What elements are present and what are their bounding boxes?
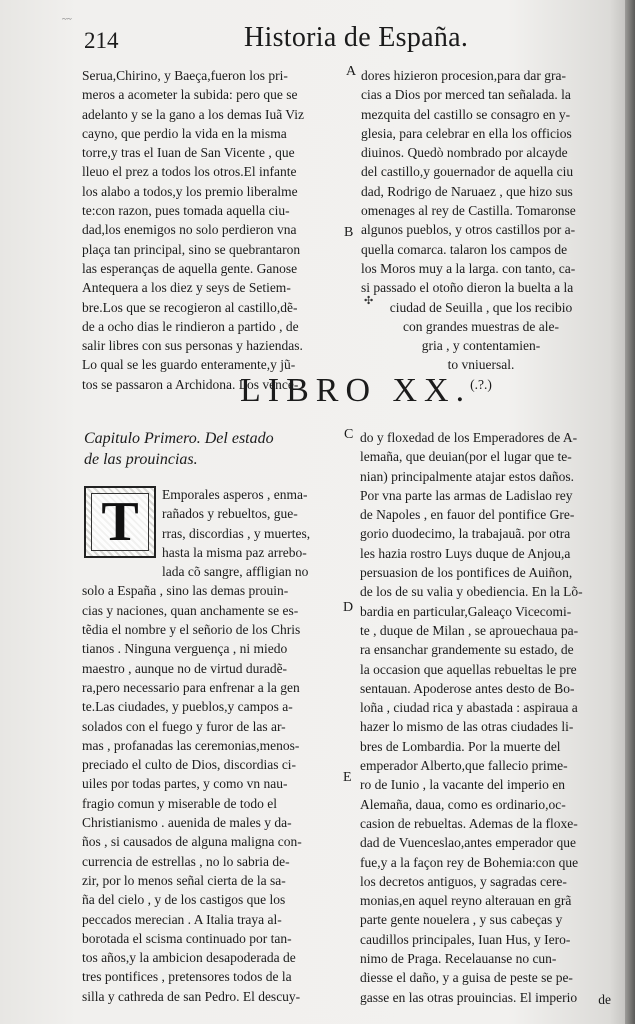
top-left-column-line: Antequera a los diez y seys de Setiem-: [82, 280, 291, 296]
bottom-left-column: [82, 485, 342, 1006]
bottom-left-column-line: Christianismo . auenida de males y da-: [82, 815, 292, 831]
top-right-column-line: si passado el otoño dieron la buelta a la: [361, 280, 574, 296]
bottom-left-column-line: maestro , aunque no de virtud duradẽ-: [82, 660, 288, 676]
bottom-left-column-line: zir, por lo menos señal cierta de la sa-: [82, 872, 286, 888]
top-left-column-line: te:con razon, pues tomada aquella ciu-: [82, 203, 290, 219]
bottom-right-column-line: de Napoles , en fauor del pontifice Gre-: [360, 507, 575, 523]
top-right-column-line: quella comarca. talaron los campos de: [361, 241, 568, 257]
bottom-right-column-line: caudillos principales, Iuan Hus, y Iero-: [360, 931, 571, 947]
bottom-left-column-line: silla y cathreda de san Pedro. El descuy-: [82, 988, 301, 1004]
bottom-left-column-line: fragio comun y miserable de todo el: [82, 795, 277, 811]
bottom-right-column-line: gasse en las otras prouincias. El imperio: [360, 989, 578, 1005]
bottom-right-column-line: do y floxedad de los Emperadores de A-: [360, 430, 578, 445]
bottom-left-column-line: ños , si causados de alguna maligna con-: [82, 834, 302, 850]
running-head: [84, 22, 479, 56]
running-title: Historia de España.: [244, 22, 469, 53]
bottom-left-column-line: Emporales asperos , enma-: [162, 487, 308, 502]
bottom-left-column-line: borotada el scisma continuado por tan-: [82, 930, 292, 946]
bottom-right-column-line: de los de su valia y obediencia. En la Lõ-: [360, 584, 583, 600]
top-left-column-line: lleuo el prez a todos los otros.El infante: [82, 164, 297, 180]
bottom-right-column-line: diesse el daño, y a guisa de peste se pe-: [360, 970, 573, 986]
margin-marker-b: B: [344, 225, 354, 240]
margin-marker-d: D: [343, 600, 354, 615]
bottom-left-column-line: mas , profanadas las ceremonias,menos-: [82, 737, 300, 753]
ornament-icon: ✣: [364, 295, 374, 307]
bottom-right-column-line: lemaña, que deuian(por el lugar que te-: [360, 449, 572, 465]
bottom-right-column-line: sentauan. Apoderose antes desto de Bo-: [360, 680, 575, 696]
bottom-left-column-line: lada cõ sangre, affligian no: [162, 564, 309, 580]
bottom-left-column-line: te.Las ciudades, y pueblos,y campos a-: [82, 699, 293, 715]
chapter-heading-line: Capitulo Primero. Del estado: [84, 430, 274, 447]
top-right-column-line: dores hizieron procesion,para dar gra-: [361, 68, 567, 83]
top-right-column-line: to vniuersal.: [447, 357, 515, 373]
bottom-right-column-line: les hazia rostro Luys duque de Anjou,a: [360, 545, 571, 561]
top-right-column-line: glesia, para celebrar en ella los officios: [361, 125, 572, 141]
top-right-column-line: cias a Dios por merced tan señalada. la: [361, 87, 571, 103]
top-left-column-line: salir libres con sus personas y haziendas.: [82, 338, 303, 354]
top-left-column-line: tos se passaron a Archidona. Los vence-: [82, 376, 299, 392]
bottom-right-column-line: Por vna parte las armas de Ladislao rey: [360, 487, 573, 503]
page-number: 214: [84, 28, 119, 53]
bottom-right-column-line: loña , ciudad rica y abastada : aspiraua a: [360, 700, 578, 716]
bottom-left-column-line: peccados merecian . A Italia traya al-: [82, 911, 282, 927]
margin-marker-c: C: [344, 427, 354, 442]
bottom-right-column-line: los decretos antiguos, y sagradas cere-: [360, 873, 567, 889]
bottom-left-column-line: tres pontifices , pretensores todos de la: [82, 969, 292, 985]
top-left-column: [82, 66, 340, 394]
top-left-column-line: adelanto y se la gano a los demas Iuã Viz: [82, 106, 304, 122]
bottom-left-column-line: solo a España , sino las demas prouin-: [82, 583, 289, 599]
bottom-left-column-line: preciado el culto de Dios, discordias ci-: [82, 757, 297, 773]
bottom-right-column: [360, 428, 603, 1007]
bottom-left-column-line: hasta la misma paz arrebo-: [162, 544, 307, 560]
page-edge-shadow: [625, 0, 635, 1024]
bottom-right-column-line: bres de Lombardia. Por la muerte del: [360, 738, 561, 754]
bottom-left-column-line: rañados y rebueltos, gue-: [162, 506, 298, 522]
bottom-right-column-line: emperador Alberto,que fallecio prime-: [360, 758, 568, 774]
bottom-right-column-line: te , duque de Milan , se aprouechaua pa-: [360, 622, 579, 638]
bottom-right-column-line: bardia en particular,Galeaço Vicecomi-: [360, 603, 572, 619]
bottom-right-column-line: hazer lo mismo de las otras ciudades li-: [360, 719, 574, 735]
chapter-heading: [84, 428, 349, 470]
bottom-right-column-line: la occasion que aquellas rebueltas le pre: [360, 661, 577, 677]
bottom-right-column-line: gorio duodecimo, la trabajauã. por otra: [360, 526, 571, 542]
bottom-right-column-line: ro de Iunio , la vacante del imperio en: [360, 777, 566, 793]
top-right-column-line: algunos pueblos, y otros castillos por a-: [361, 222, 576, 238]
bottom-left-column-line: rras, discordias , y muertes,: [162, 525, 311, 541]
bottom-left-column-line: tẽdia el nombre y el señorio de los Chris: [82, 622, 301, 638]
margin-marker-a: A: [346, 64, 357, 79]
bottom-left-column-line: uiles por todas partes, y como vn nau-: [82, 776, 288, 792]
bottom-left-column-line: solados con el fuego y furor de las ar-: [82, 718, 286, 734]
bottom-left-column-line: ra,pero necessario para enfrenar a la gen: [82, 679, 300, 695]
top-right-column-line: del castillo,y gouernador de aquella ciu: [361, 164, 574, 180]
top-left-column-line: cayno, que perdio la vida en la misma: [82, 125, 287, 141]
bottom-right-column-line: parte gente nouelera , y sus cabeças y: [360, 912, 563, 928]
top-left-column-line: Serua,Chirino, y Baeça,fueron los pri-: [82, 68, 288, 83]
ink-mark: ~~: [62, 14, 72, 24]
top-left-column-line: meros a acometer la subida: pero que se: [82, 87, 298, 103]
bottom-right-column-line: fue,y a la façon rey de Bohemia:con que: [360, 854, 579, 870]
top-right-column-line: diuinos. Quedò nombrado por alcayde: [361, 145, 568, 161]
bottom-right-column-line: ra ensanchar grandemente su estado, de: [360, 642, 574, 658]
bottom-right-column-line: casion de rebueltas. Ademas de la floxe-: [360, 815, 578, 831]
chapter-heading-line: de las prouincias.: [84, 451, 198, 468]
bottom-right-column-line: monias,en aquel reyno alterauan en grã: [360, 893, 572, 909]
bottom-right-column-line: nian) principalmente atajar estos daños.: [360, 468, 575, 484]
top-left-column-line: de a ocho dias le rindieron a partido , de: [82, 318, 299, 334]
top-right-column-line: dad, Rodrigo de Naruaez , que hizo sus: [361, 183, 573, 199]
bottom-left-column-line: tianos . Ninguna verguença , ni miedo: [82, 641, 288, 657]
top-right-column-line: los Moros muy a la larga. con tanto, ca-: [361, 260, 576, 276]
top-right-column-line: mezquita del castillo se consagro en y-: [361, 106, 571, 122]
bottom-left-column-line: ña del cielo , y de los castigos que los: [82, 892, 286, 908]
top-right-column: [361, 66, 601, 394]
bottom-right-column-line: persuasion de los pontifices de Auiñon,: [360, 565, 573, 581]
bottom-right-column-line: dad de Vuenceslao,antes emperador que: [360, 835, 576, 851]
top-right-column-line: con grandes muestras de ale-: [403, 318, 559, 334]
margin-marker-e: E: [343, 770, 352, 785]
bottom-left-column-line: cias y naciones, quan anchamente se es-: [82, 602, 299, 618]
bottom-right-column-line: Alemaña, daua, como es ordinario,oc-: [360, 796, 566, 812]
top-right-column-line: omenages al rey de Castilla. Tomaronse: [361, 203, 576, 219]
top-right-column-line: gria , y contentamien-: [421, 338, 541, 354]
top-left-column-line: Lo qual se les guardo enteramente,y jũ-: [82, 357, 296, 373]
top-left-column-line: plaça tan principal, sino se quebrantaron: [82, 241, 301, 257]
top-right-column-line: (.?.): [470, 376, 492, 392]
top-right-column-line: ciudad de Seuilla , que los recibio: [389, 299, 573, 315]
book-title: LIBRO XX.: [240, 372, 472, 409]
catchword: de: [598, 992, 611, 1007]
top-left-column-line: las esperanças de aquella gente. Ganose: [82, 260, 298, 276]
drop-cap-letter: T: [101, 491, 139, 553]
bottom-left-column-line: tos años,y la ambicion desapoderada de: [82, 950, 296, 966]
top-left-column-line: torre,y tras el Iuan de San Vicente , que: [82, 145, 295, 161]
bottom-left-column-line: currencia de estrellas , no lo sabria de-: [82, 853, 290, 869]
top-left-column-line: bre.Los que se recogieron al castillo,dẽ-: [82, 299, 298, 315]
top-left-column-line: los alabo a todos,y los premio liberalme: [82, 183, 298, 199]
bottom-right-column-line: nimo de Praga. Recelauanse no cun-: [360, 951, 557, 967]
top-left-column-line: dad,los enemigos no solo perdieron vna: [82, 222, 297, 238]
